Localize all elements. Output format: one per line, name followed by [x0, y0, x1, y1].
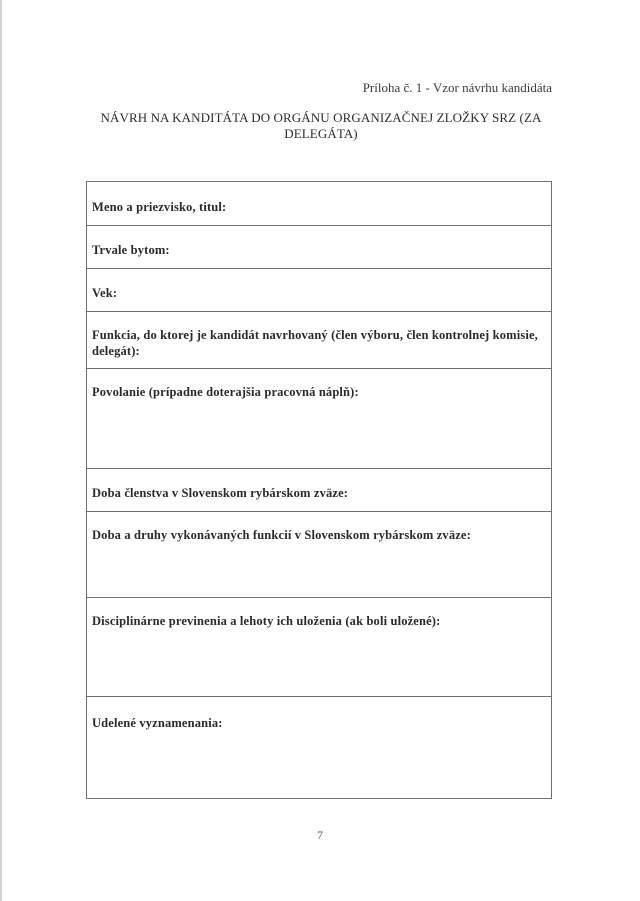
field-label-name: Meno a priezvisko, titul:	[92, 200, 227, 214]
field-label-awards: Udelené vyznamenania:	[92, 716, 223, 730]
page-edge	[0, 0, 2, 901]
document-title: NÁVRH NA KANDITÁTA DO ORGÁNU ORGANIZAČNEJ ZLOŽKY SRZ (ZA DELEGÁTA)	[100, 110, 542, 141]
form-row-occupation[interactable]	[87, 368, 551, 468]
annex-label: Príloha č. 1 - Vzor návrhu kandidáta	[362, 80, 552, 95]
field-label-occupation: Povolanie (prípadne doterajšia pracovná náplň):	[92, 385, 359, 399]
candidate-form-table	[86, 181, 552, 799]
form-row-membership-duration[interactable]	[87, 468, 551, 511]
field-label-disciplinary: Disciplinárne previnenia a lehoty ich uloženia (ak boli uložené):	[92, 614, 441, 628]
field-label-function: Funkcia, do ktorej je kandidát navrhovaný (člen výboru, člen kontrolnej komisie, delegát):	[92, 328, 538, 358]
form-row-function[interactable]	[87, 311, 551, 368]
field-label-residence: Trvale bytom:	[92, 243, 170, 257]
form-row-functions-held[interactable]	[87, 511, 551, 597]
form-row-age[interactable]	[87, 268, 551, 311]
form-row-awards[interactable]	[87, 696, 551, 798]
form-row-disciplinary[interactable]	[87, 597, 551, 696]
field-label-functions-held: Doba a druhy vykonávaných funkcií v Slovenskom rybárskom zväze:	[92, 528, 471, 542]
page-number: 7	[317, 828, 323, 842]
field-label-age: Vek:	[92, 286, 118, 300]
field-label-membership-duration: Doba členstva v Slovenskom rybárskom zväze:	[92, 486, 349, 500]
form-row-residence[interactable]	[87, 225, 551, 268]
form-row-name[interactable]	[87, 182, 551, 225]
